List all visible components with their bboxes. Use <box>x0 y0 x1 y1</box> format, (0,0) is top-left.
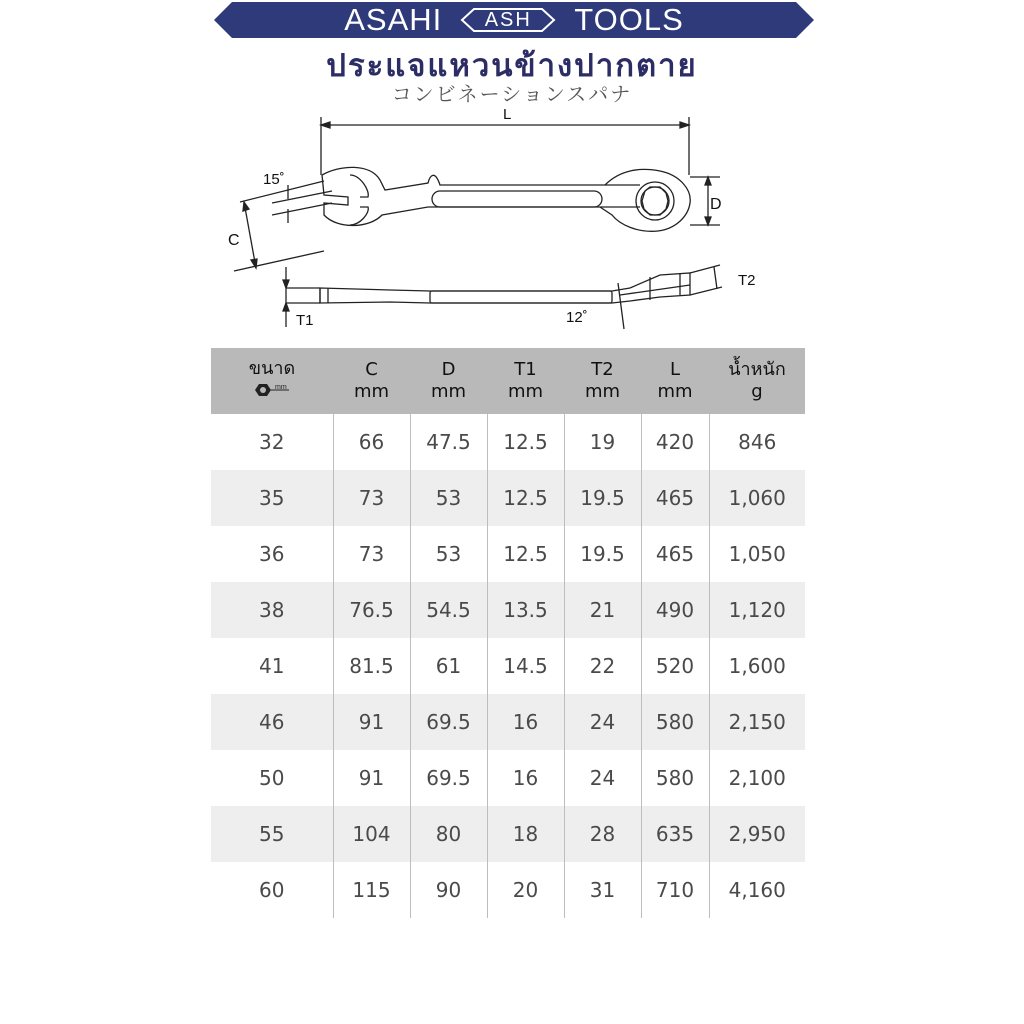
cell-d: 80 <box>410 806 487 862</box>
cell-t2: 19.5 <box>564 470 641 526</box>
table-row <box>211 414 805 470</box>
cell-t2: 24 <box>564 694 641 750</box>
cell-c: 76.5 <box>333 582 410 638</box>
cell-size: 55 <box>211 806 333 862</box>
brand-name-right: TOOLS <box>574 2 684 37</box>
ash-logo <box>460 7 556 33</box>
cell-l: 710 <box>641 862 709 918</box>
cell-t2: 19.5 <box>564 526 641 582</box>
cell-weight: 4,160 <box>709 862 805 918</box>
cell-size: 32 <box>259 430 285 454</box>
cell-d: 53 <box>410 470 487 526</box>
cell-size: 36 <box>259 542 285 566</box>
cell-l: 580 <box>641 750 709 806</box>
cell-size: 60 <box>259 878 285 902</box>
header-weight: น้ำหนัก g <box>709 348 805 414</box>
cell-t2: 28 <box>564 806 641 862</box>
size-icon-unit: mm <box>275 384 287 391</box>
cell-d: 61 <box>410 638 487 694</box>
label-D: D <box>710 196 722 213</box>
cell-weight: 1,050 <box>709 526 805 582</box>
table-row <box>211 694 805 750</box>
table-row <box>211 862 805 918</box>
cell-c: 91 <box>333 694 410 750</box>
cell-t2: 24 <box>564 750 641 806</box>
label-T2: T2 <box>738 272 756 289</box>
cell-size: 46 <box>211 694 333 750</box>
cell-t1: 16 <box>487 750 564 806</box>
table-row <box>211 750 805 806</box>
cell-c: 81.5 <box>333 638 410 694</box>
cell-t2: 22 <box>564 638 641 694</box>
cell-weight: 2,100 <box>709 750 805 806</box>
table-body <box>211 414 805 918</box>
cell-d: 47.5 <box>410 414 487 470</box>
table-row <box>211 526 805 582</box>
brand-name-left: ASAHI <box>344 2 443 37</box>
header-t1: T1 mm <box>487 348 564 414</box>
cell-t1: 12.5 <box>487 470 564 526</box>
brand-banner <box>214 2 814 38</box>
cell-weight: 2,150 <box>709 694 805 750</box>
cell-size: 38 <box>211 582 333 638</box>
label-angle-15: 15˚ <box>263 171 285 188</box>
table-row <box>211 806 805 862</box>
cell-l: 580 <box>641 694 709 750</box>
cell-t1: 13.5 <box>487 582 564 638</box>
product-title-thai: ประแจแหวนข้างปากตาย <box>326 48 698 84</box>
cell-l: 465 <box>641 470 709 526</box>
cell-t1: 12.5 <box>487 526 564 582</box>
cell-c: 73 <box>333 526 410 582</box>
table-header-row <box>211 348 805 414</box>
cell-c: 115 <box>333 862 410 918</box>
cell-weight: 846 <box>709 414 805 470</box>
label-angle-12: 12˚ <box>566 309 588 326</box>
cell-size: 41 <box>259 654 285 678</box>
cell-weight: 1,060 <box>709 470 805 526</box>
cell-size: 50 <box>259 766 285 790</box>
cell-t2: 31 <box>564 862 641 918</box>
hex-size-mm-icon <box>255 382 289 404</box>
label-T1: T1 <box>296 312 314 329</box>
cell-l: 465 <box>641 526 709 582</box>
cell-c: 91 <box>333 750 410 806</box>
cell-t1: 16 <box>487 694 564 750</box>
wrench-diagram <box>220 105 780 335</box>
cell-l: 490 <box>641 582 709 638</box>
cell-weight: 1,600 <box>709 638 805 694</box>
label-C: C <box>228 232 240 249</box>
cell-d: 69.5 <box>410 750 487 806</box>
table-row <box>211 582 805 638</box>
spec-table <box>211 348 805 918</box>
cell-l: 520 <box>641 638 709 694</box>
cell-t1: 14.5 <box>487 638 564 694</box>
cell-d: 69.5 <box>410 694 487 750</box>
cell-d: 54.5 <box>410 582 487 638</box>
cell-weight: 1,120 <box>709 582 805 638</box>
cell-l: 420 <box>641 414 709 470</box>
header-l: L mm <box>641 348 709 414</box>
cell-t2: 19 <box>564 414 641 470</box>
cell-c: 104 <box>333 806 410 862</box>
table-row <box>211 638 805 694</box>
header-t2: T2 mm <box>564 348 641 414</box>
header-size: ขนาด mm <box>211 348 333 414</box>
logo-text: ASH <box>484 8 532 31</box>
cell-c: 66 <box>333 414 410 470</box>
cell-t1: 18 <box>487 806 564 862</box>
cell-t1: 20 <box>487 862 564 918</box>
table-row <box>211 470 805 526</box>
cell-d: 53 <box>410 526 487 582</box>
label-L: L <box>503 106 512 123</box>
cell-size: 35 <box>211 470 333 526</box>
cell-t2: 21 <box>564 582 641 638</box>
header-c: C mm <box>333 348 410 414</box>
cell-l: 635 <box>641 806 709 862</box>
cell-t1: 12.5 <box>487 414 564 470</box>
product-title-japanese: コンビネーションスパナ <box>391 82 633 106</box>
cell-weight: 2,950 <box>709 806 805 862</box>
header-d: D mm <box>410 348 487 414</box>
cell-c: 73 <box>333 470 410 526</box>
cell-d: 90 <box>410 862 487 918</box>
